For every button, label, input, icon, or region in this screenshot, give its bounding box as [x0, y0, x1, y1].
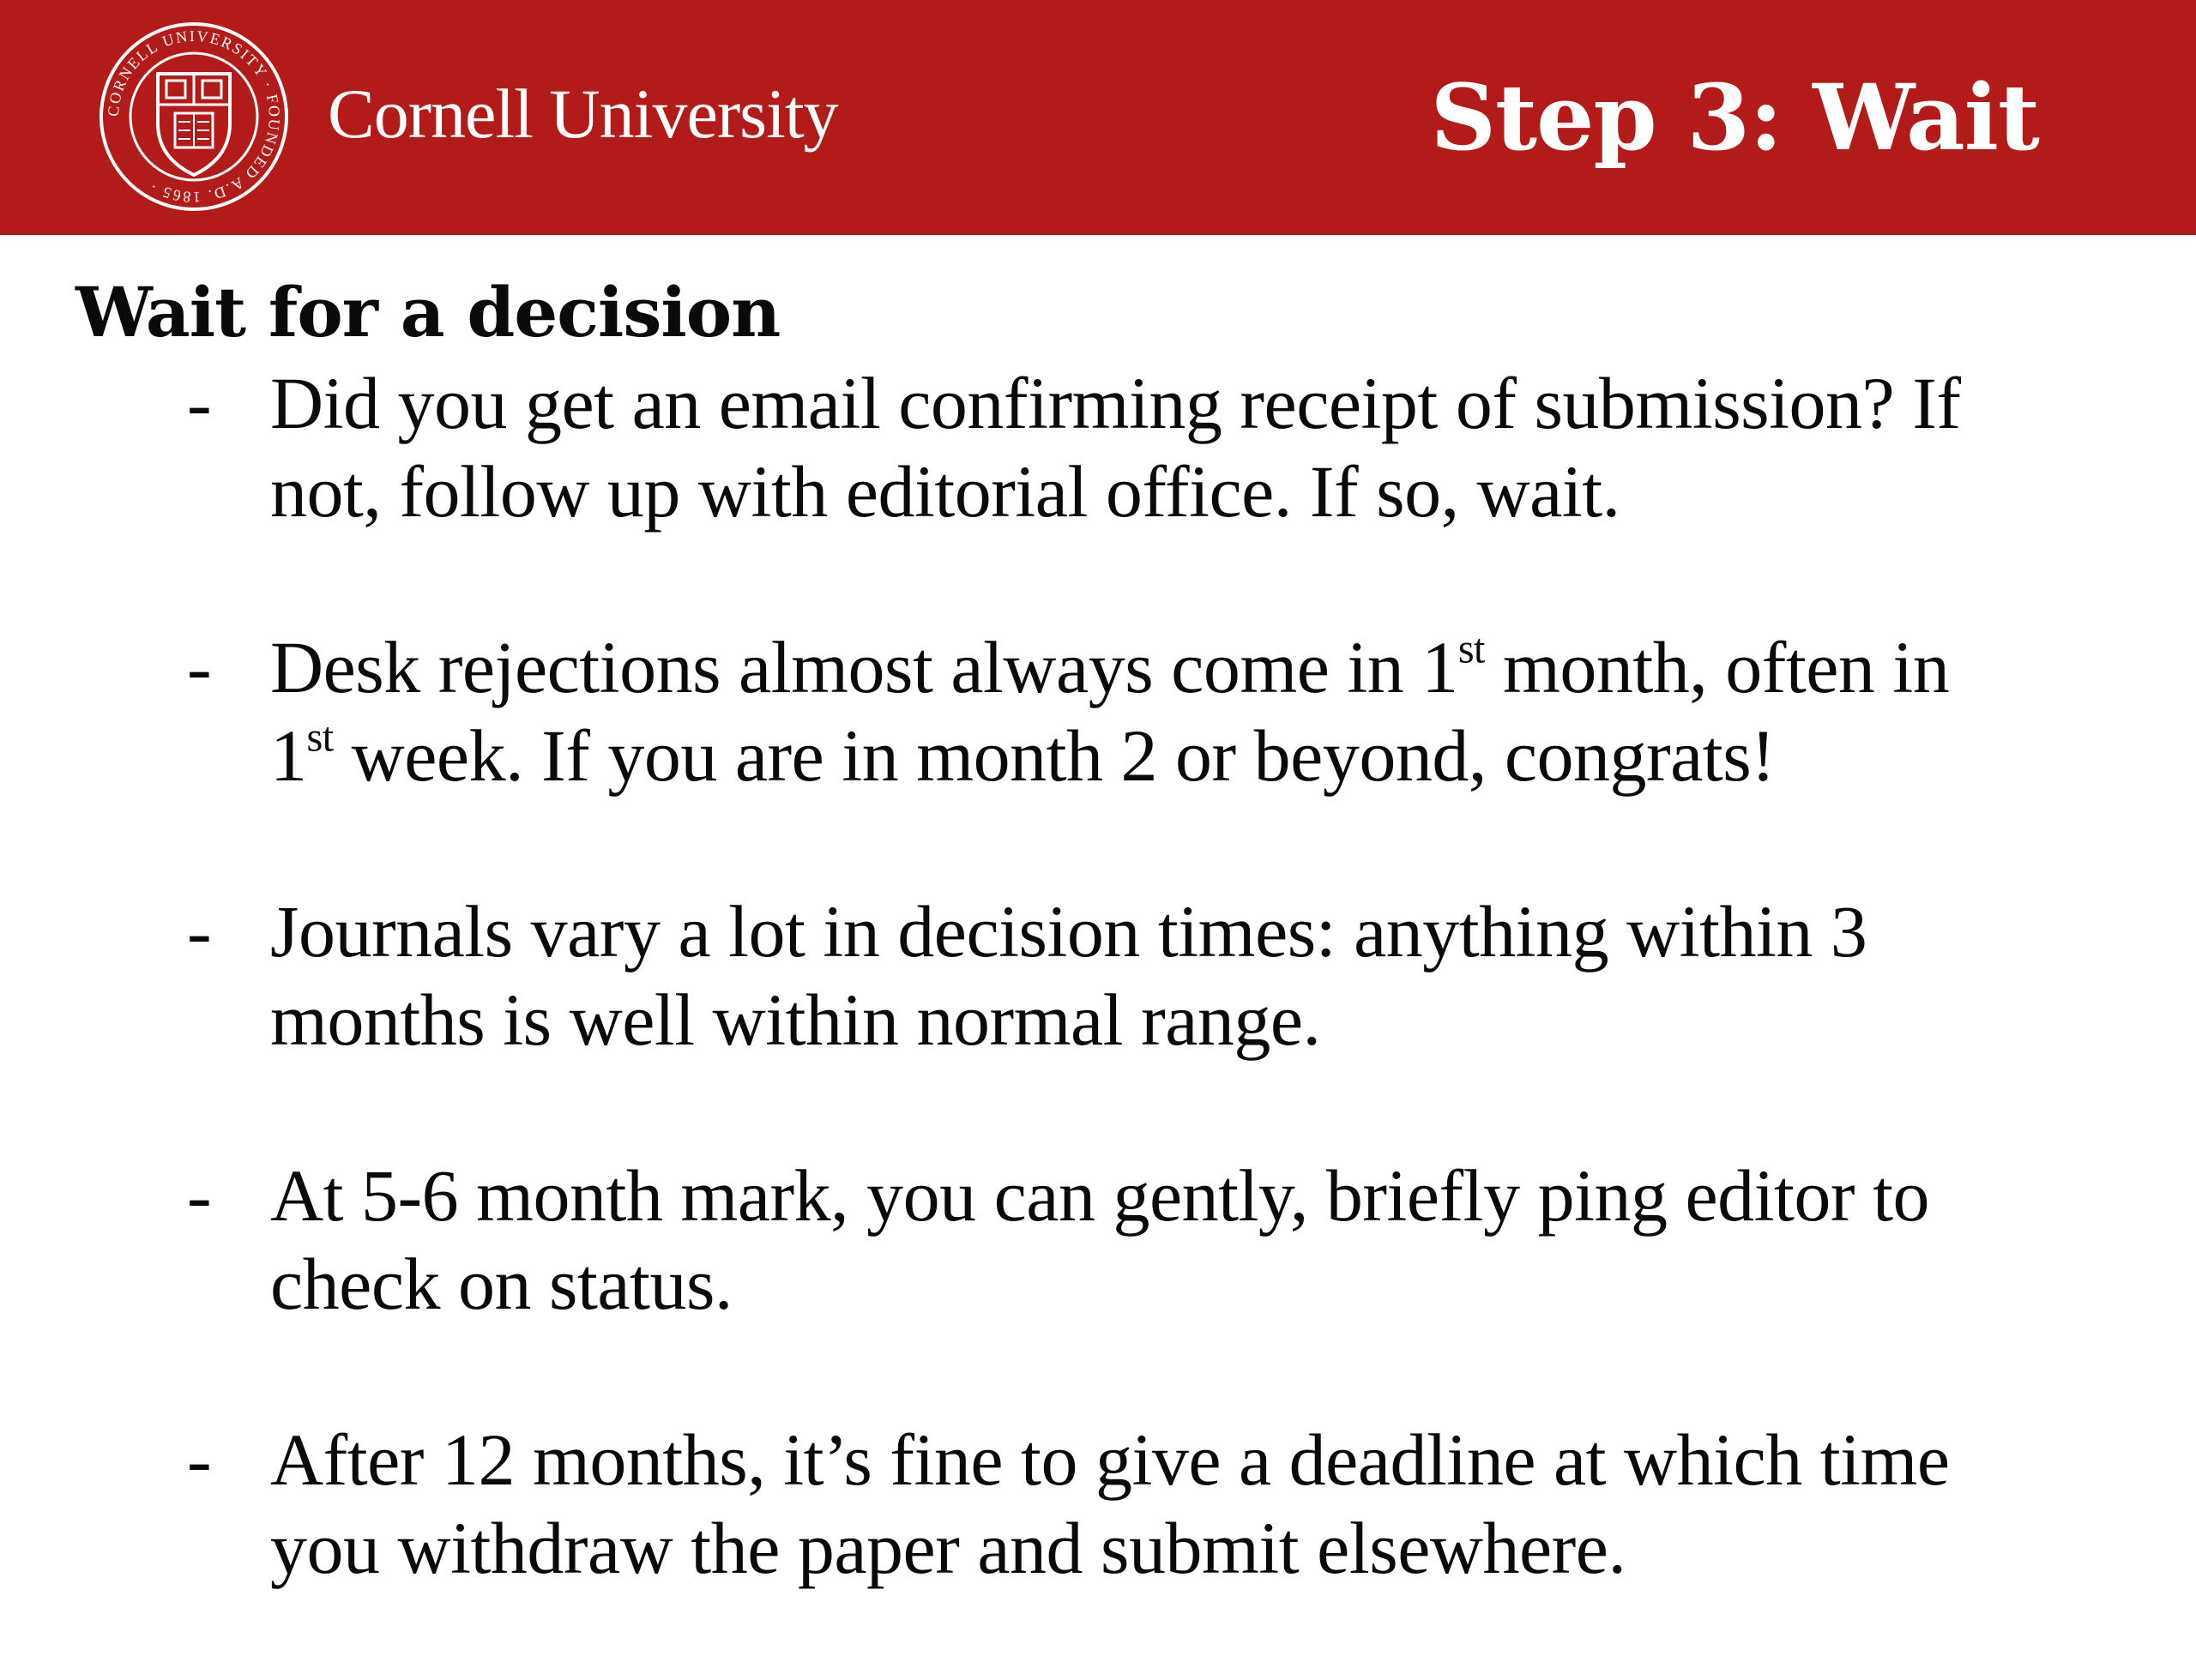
text-segment: 1 [270, 714, 307, 797]
bullet-text-line: After 12 months, it’s fine to give a deadline at which time [270, 1418, 1950, 1501]
bullet-text-line [270, 712, 2151, 800]
header-bar [0, 0, 2196, 235]
text-segment: Desk rejections almost always come in 1 [270, 626, 1458, 708]
ordinal-suffix: st [1457, 626, 1485, 672]
cornell-seal-logo [98, 21, 290, 213]
bullet-text-line: not, follow up with editorial office. If so, wait. [270, 450, 1620, 533]
bullet-text-line: you withdraw the paper and submit elsewhere. [270, 1507, 1626, 1589]
list-item [75, 1416, 2151, 1593]
bullet-marker: - [187, 1154, 212, 1237]
section-heading: Wait for a decision [75, 272, 781, 352]
bullet-text-line: months is well within normal range. [270, 978, 1321, 1061]
bullet-text-line: At 5-6 month mark, you can gently, briefly ping editor to [270, 1154, 1929, 1237]
slide-content [75, 273, 2151, 1680]
bullet-list [75, 359, 2151, 1593]
university-wordmark: Cornell University [328, 75, 838, 153]
bullet-marker: - [187, 362, 212, 444]
slide-title: Step 3: Wait [1430, 63, 2039, 171]
bullet-text-line: check on status. [270, 1243, 733, 1325]
bullet-marker: - [187, 1418, 212, 1501]
list-item [75, 359, 2151, 536]
bullet-text-line [270, 623, 2151, 712]
bullet-text-line: Journals vary a lot in decision times: anything within 3 [270, 890, 1867, 972]
bullet-text-line: Did you get an email confirming receipt of submission? If [270, 362, 1961, 444]
list-item [75, 1152, 2151, 1328]
ordinal-suffix: st [306, 714, 334, 761]
list-item [75, 888, 2151, 1064]
text-segment: month, often in [1484, 626, 1950, 708]
bullet-marker: - [187, 626, 212, 708]
logo-ring-text: CORNELL UNIVERSITY · FOUNDED A.D. 1865 · [104, 27, 284, 207]
text-segment: week. If you are in month 2 or beyond, congrats! [333, 714, 1776, 797]
list-item [75, 623, 2151, 800]
bullet-marker: - [187, 890, 212, 972]
